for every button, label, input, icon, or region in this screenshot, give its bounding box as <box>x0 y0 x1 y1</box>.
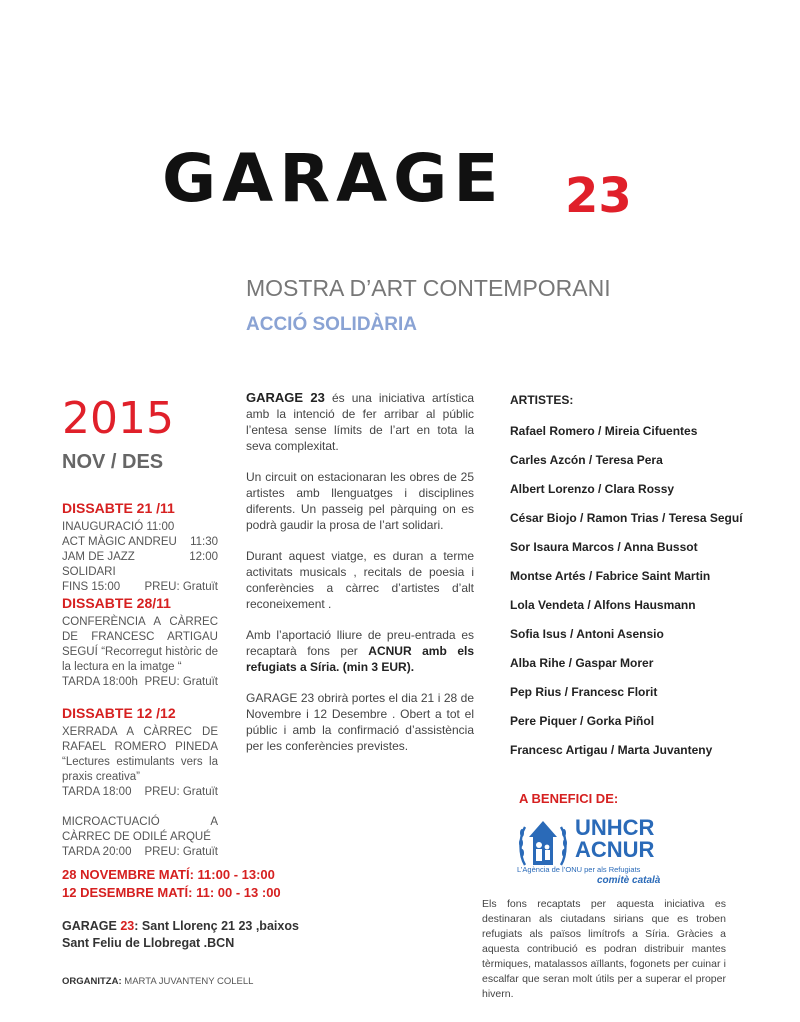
event-date: DISSABTE 28/11 <box>62 595 171 611</box>
event-line: MICROACTUACIÓ A CÀRREC DE ODILÉ ARQUÉ <box>62 816 218 843</box>
event-row: ACT MÀGIC ANDREU 11:30 <box>62 536 218 548</box>
organizer: ORGANITZA: MARTA JUVANTENY COLELL <box>62 976 254 987</box>
poster-title: GARAGE <box>162 140 505 217</box>
event-date: DISSABTE 12 /12 <box>62 705 176 721</box>
artist-pair: César Biojo / Ramon Trias / Teresa Seguí <box>510 511 743 525</box>
event-line: INAUGURACIÓ 11:00 <box>62 521 175 533</box>
event-row: TARDA 18:00h PREU: Gratuït <box>62 676 218 688</box>
event-row: TARDA 18:00 PREU: Gratuït <box>62 786 218 798</box>
month-range: NOV / DES <box>62 451 164 473</box>
event-21-nov <box>62 500 218 595</box>
poster-title-number: 23 <box>565 168 632 224</box>
artist-pair: Francesc Artigau / Marta Juvanteny <box>510 743 713 757</box>
artist-pair: Albert Lorenzo / Clara Rossy <box>510 482 675 496</box>
artist-pair: Rafael Romero / Mireia Cifuentes <box>510 424 698 438</box>
benefit-label: A BENEFICI DE: <box>519 791 619 806</box>
artist-pair: Pep Rius / Francesc Florit <box>510 685 658 699</box>
event-28-nov <box>62 595 218 690</box>
artist-pair: Lola Vendeta / Alfons Hausmann <box>510 598 696 612</box>
year: 2015 <box>62 393 174 444</box>
artists-label: ARTISTES: <box>510 393 574 407</box>
unhcr-logo: UNHCR ACNUR L’Agència de l’ONU per als Refugiats comitè català <box>517 815 661 886</box>
artist-pair: Carles Azcón / Teresa Pera <box>510 453 663 467</box>
address: GARAGE 23: Sant Llorenç 21 23 ,baixos Sant Feliu de Llobregat .BCN <box>62 919 299 950</box>
artists-list <box>510 393 743 772</box>
subtitle-solidarity: ACCIÓ SOLIDÀRIA <box>246 314 417 335</box>
intro-text: GARAGE 23 és una iniciativa artística amb la intenció de fer arribar al públic l’entesa sense límits de l’art en tota la seva complexitat. Un circuit on estacionaran les obres de 25 artistes amb llenguatges i disciplines diferents. Un passeig pel pàrquing on es podrà gaudir la prosa de l’art solidari. Durant aquest viatge, es duran a terme activitats musicals , recitals de poesia i conferències a càrrec d’artistes d’alt reconeixement . Amb l’aportació lliure de preu-entrada es recaptarà fons per ACNUR amb els refugiats a Síria. (min 3 EUR). GARAGE 23 obrirà portes el dia 21 i 28 de Novembre i 12 Desembre . Obert a tot el públic i amb la confirmació d’assistència per les conferències previstes. <box>246 390 474 753</box>
event-row: FINS 15:00 PREU: Gratuït <box>62 581 218 593</box>
event-row: JAM DE JAZZ SOLIDARI 12:00 <box>62 551 218 578</box>
subtitle: MOSTRA D’ART CONTEMPORANI <box>246 275 611 301</box>
artist-pair: Pere Piquer / Gorka Piñol <box>510 714 655 728</box>
artist-pair: Montse Artés / Fabrice Saint Martin <box>510 569 711 583</box>
morning-dates: 28 NOVEMBRE MATÍ: 11:00 - 13:00 12 DESEMBRE MATÍ: 11: 00 - 13 :00 <box>62 867 281 900</box>
event-12-dec <box>62 705 218 860</box>
event-line: XERRADA A CÀRREC DE RAFAEL ROMERO PINEDA “Lectures estimulants vers la praxis creativa” <box>62 726 218 783</box>
funds-text: Els fons recaptats per aquesta iniciativa es destinaran als ciutadans sirians que es troben refugiats als països limítrofs a Síria. Gràcies a aquesta contribució es podran distribuir mantes tèrmiques, matalassos aïllants, fogonets per cuinar i escalfar que seran molt útils per a superar el proper hivern. <box>482 898 726 1000</box>
artist-pair: Sofia Isus / Antoni Asensio <box>510 627 664 641</box>
event-row: TARDA 20:00 PREU: Gratuït <box>62 846 218 858</box>
artist-pair: Sor Isaura Marcos / Anna Bussot <box>510 540 698 554</box>
artist-pair: Alba Rihe / Gaspar Morer <box>510 656 654 670</box>
event-date: DISSABTE 21 /11 <box>62 500 175 516</box>
event-line: CONFERÈNCIA A CÀRREC DE FRANCESC ARTIGAU SEGUÍ “Recorregut històric de la lectura en la imatge “ <box>62 616 218 673</box>
